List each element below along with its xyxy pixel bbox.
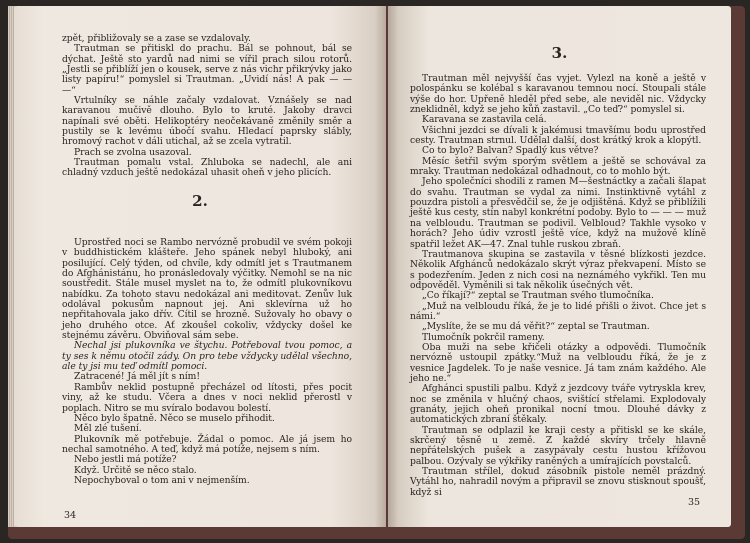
paragraph: Zatracené! Já měl jít s ním! [74, 371, 200, 383]
paragraph: Plukovník mě potřebuje. Žádal o pomoc. Ale já jsem ho nechal samotného. A teď, když má potíže, nejsem s ním. [62, 433, 352, 455]
paragraph: Nebo jestli má potíže? [74, 454, 177, 466]
paragraph: zpět, přibližovaly se a zase se vzdalovaly. [62, 33, 251, 44]
paragraph: Trautman pomalu vstal. Zhluboka se nadechl, ale ani chladný vzduch ještě nedokázal uhasit oheň v jeho plicích. [62, 157, 352, 179]
paragraph: Nepochyboval o tom ani v nejmenším. [74, 474, 250, 486]
paragraph: Prach se zvolna usazoval. [74, 146, 192, 158]
right-page [388, 6, 731, 527]
paragraph: Vrtulníky se náhle začaly vzdalovat. Vznášely se nad karavanou mučivě dlouho. Bylo to kruté. Jakoby dravci napínali své oběti. Helikoptéry neočekávaně změnily směr a pustily se k levému úbočí svahu. Hledací paprsky slábly, hromový rachot v dáli utichal, až se zcela vytratil. [62, 95, 352, 148]
paragraph: Jeho společníci shodili z ramen M—šestnáctky a začali šlapat do svahu. Trautman se vydal za nimi. Instinktivně vytáhl z pouzdra pistoli a přesvědčil se, že je odjištěná. Když se přiblížili ještě kus cesty, stín nabyl konkrétní podoby. Bylo to — — — muž na velbloudu. Trautman se podivil. Velbloud? Takhle vysoko v horách? Jeho údiv vzrostl ještě více, když na mužově klíně spatřil ležet AK—47. Znal tuhle ruskou zbraň. [410, 176, 706, 250]
paragraph: Trautman střílel, dokud zásobník pistole neměl prázdný. Vytáhl ho, nahradil novým a připravil se znovu stisknout spoušť, když si [410, 466, 706, 498]
page-number: 35 [688, 497, 701, 508]
paragraph: Všichni jezdci se dívali k jakémusi tmavšímu bodu uprostřed cesty. Trautman strnul. Udělal další, dost krátký krok a klopýtl. [410, 124, 706, 147]
paragraph: Karavana se zastavila celá. [422, 114, 547, 126]
paragraph: Tlumočník pokrčil rameny. [422, 331, 545, 343]
paragraph: „Co říkají?“ zeptal se Trautman svého tlumočníka. [422, 290, 654, 302]
paragraph: Uprostřed noci se Rambo nervózně probudil ve svém pokoji v buddhistickém klášteře. Jeho spánek nebyl hluboký, ani posilující. Celý týden, od chvíle, kdy odmítl jet s Trautmanem do Afghánistánu, ho pronásledovaly výčitky. Nemohl se na nic soustředit. Stále musel myslet na to, že odmítl plukovníkovu nabídku. Za tohoto stavu nedokázal ani meditovat. Zenův luk odolával pokusům napnout jej. Ani sklevírna už ho nepřitahovala jako dřív. Cítil se hrozně. Sužovaly ho obavy o jeho druhého otce. Ať zkoušel cokoliv, vždycky došel ke stejnému závěru. Obviňoval sám sebe. [62, 237, 352, 342]
paragraph: Oba muži na sebe křičeli otázky a odpovědi. Tlumočník nervózně ustoupil zpátky.“Muž na velbloudu říká, že je z vesnice Jagdelek. To je naše vesnice. Já tam znám každého. Ale jeho ne.“ [410, 341, 706, 384]
italic-paragraph: Nechal jsi plukovníka ve štychu. Potřeboval tvou pomoc, a ty ses k němu otočil zády. On pro tebe vždycky udělal všechno, ale ty jsi mu teď odmítl pomoci. [62, 340, 352, 373]
paragraph: Trautmanova skupina se zastavila v těsné blízkosti jezdce. Několik Afghánců nedokázalo skrýt výraz překvapení. Místo se s podezřením. Jeden z nich cosi na neznámého vykřikl. Ten mu odpověděl. Vyměnili si tak několik úsečných vět. [410, 248, 706, 291]
chapter-heading: 2. [192, 192, 208, 210]
left-page [14, 6, 386, 527]
paragraph: Afghánci spustili palbu. Když z jezdcovy tváře vytryskla krev, noc se změnila v hlučný chaos, svištící střelami. Explodovaly granáty, jejich oheň pronikal nocní tmou. Dlouhé dávky z automatických zbraní štěkaly. [410, 383, 706, 426]
paragraph: Rambův neklid postupně přecházel od lítosti, přes pocit viny, až ke studu. Včera a dnes v noci neklid přerostl v poplach. Nitro se mu svíralo bodavou bolestí. [62, 381, 352, 414]
right-section [410, 74, 706, 498]
chapter-heading: 3. [551, 44, 568, 62]
page-number: 34 [64, 510, 77, 521]
paragraph: Co to bylo? Balvan? Spadlý kus větve? [422, 145, 599, 157]
paragraph: Trautman se přitiskl do prachu. Bál se pohnout, bál se dýchat. Ještě sto yardů nad nimi se vířil prach silou rotorů. „Jestli se přiblíží jen o kousek, serve z nás vichr přikrývky jako listy papíru!“ pomyslel si Trautman. „Uvidí nás! A pak — — —“ [62, 43, 352, 96]
paragraph: Trautman měl nejvyšší čas vyjet. Vylezl na koně a ještě v polospánku se kolébal s karavanou temnou nocí. Stoupali stále výše do hor. Upřeně hleděl před sebe, ale neviděl nic. Vždycky zneklidněl, když se jeho kůň zastavil. „Co teď?“ pomyslel si. [410, 73, 706, 116]
paragraph: „Myslíte, že se mu dá věřit?“ zeptal se Trautman. [422, 321, 650, 333]
paragraph: Něco bylo špatně. Něco se muselo přihodit. [74, 412, 275, 424]
paragraph: Když. Určitě se něco stalo. [74, 464, 197, 476]
paragraph: „Muž na velbloudu říká, že je to lidé přišli o život. Chce jet s námi.“ [410, 300, 706, 322]
paragraph: Trautman se odplazil ke kraji cesty a přitiskl se ke skále, skrčený těsně u země. Z každé skvíry trčely hlavně nepřátelských pušek a zasypávaly cestu hustou křížovou palbou. Ozývaly se výkřiky raněných a umírajících povstalců. [410, 424, 706, 467]
paragraph: Měl zlé tušení. [74, 423, 142, 435]
left-top-section [62, 34, 352, 179]
left-chapter-section [62, 238, 352, 486]
paragraph: Měsíc šetřil svým sporým světlem a ještě se schovával za mraky. Trautman nedokázal odhadnout, co to mohlo být. [410, 155, 706, 178]
